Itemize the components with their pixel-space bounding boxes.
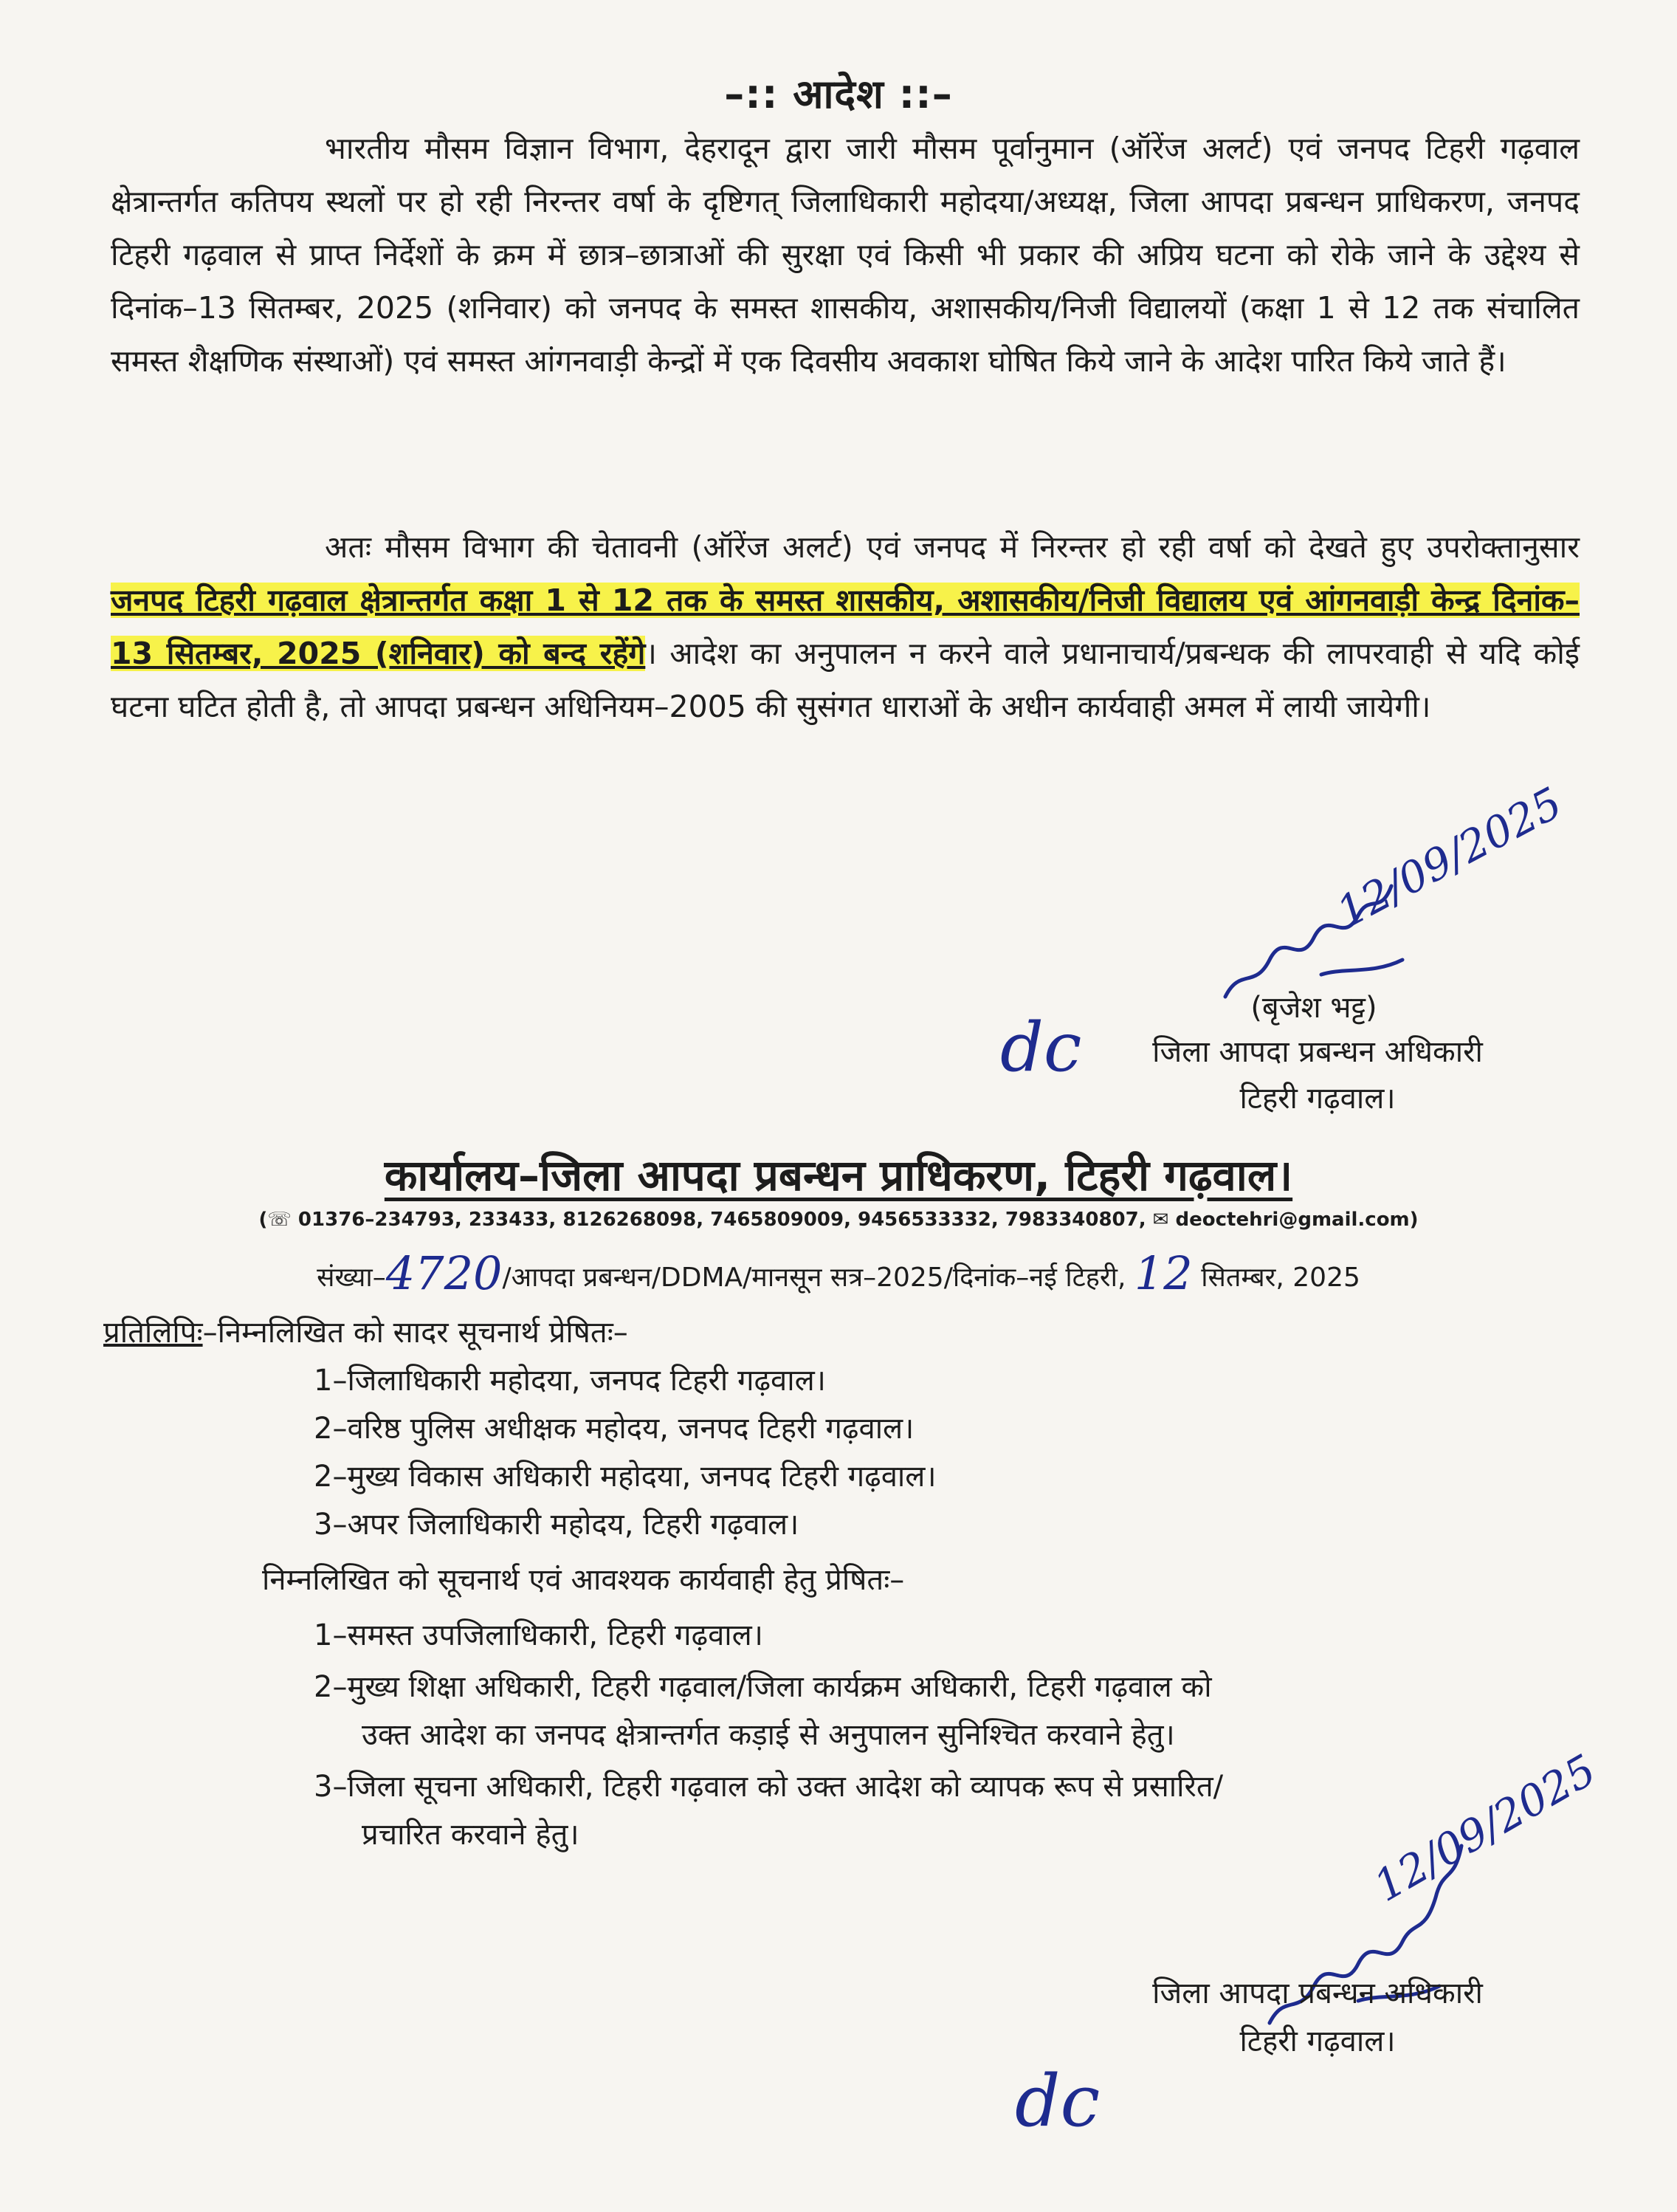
signature-1-location: टिहरी गढ़वाल। [1239, 1082, 1396, 1116]
copy-list-item: 2–वरिष्ठ पुलिस अधीक्षक महोदय, जनपद टिहरी गढ़वाल। [314, 1412, 915, 1446]
order-paragraph-1: भारतीय मौसम विज्ञान विभाग, देहरादून द्वारा जारी मौसम पूर्वानुमान (ऑरेंज अलर्ट) एवं जनपद टिहरी गढ़वाल क्षेत्रान्तर्गत कतिपय स्थलों पर हो रही निरन्तर वर्षा के दृष्टिगत् जिलाधिकारी महोदया/अध्यक्ष, जिला आपदा प्रबन्धन प्राधिकरण, जनपद टिहरी गढ़वाल से प्राप्त निर्देशों के क्रम में छात्र–छात्राओं की सुरक्षा एवं किसी भी प्रकार की अप्रिय घटना को रोके जाने के उद्देश्य से दिनांक–13 सितम्बर, 2025 (शनिवार) को जनपद के समस्त शासकीय, अशासकीय/निजी विद्यालयों (कक्षा 1 से 12 तक संचालित समस्त शैक्षणिक संस्थाओं) एवं समस्त आंगनवाड़ी केन्द्रों में एक दिवसीय अवकाश घोषित किये जाने के आदेश पारित किये जाते हैं। [111, 131, 1580, 379]
copy-intro-2: निम्नलिखित को सूचनार्थ एवं आवश्यक कार्यवाही हेतु प्रेषितः– [262, 1563, 905, 1597]
ref-suffix: सितम्बर, 2025 [1201, 1263, 1360, 1293]
signature-1-name: (बृजेश भट्ट) [1250, 991, 1377, 1025]
para2-start: अतः मौसम विभाग की चेतावनी (ऑरेंज अलर्ट) एवं जनपद में निरन्तर हो रही वर्षा को देखते हुए उपरोक्तानुसार [325, 529, 1580, 565]
ref-middle: /आपदा प्रबन्धन/DDMA/मानसून सत्र–2025/दिनांक–नई टिहरी, [502, 1263, 1126, 1293]
copy-list-item: 2–मुख्य शिक्षा अधिकारी, टिहरी गढ़वाल/जिला कार्यक्रम अधिकारी, टिहरी गढ़वाल को [314, 1670, 1212, 1704]
copy-list-item-cont: उक्त आदेश का जनपद क्षेत्रान्तर्गत कड़ाई से अनुपालन सुनिश्चित करवाने हेतु। [362, 1718, 1175, 1752]
para2-end: । आदेश का अनुपालन न करने वाले प्रधानाचार्य/प्रबन्धक की लापरवाही से यदि कोई घटना घटित होती है, तो आपदा प्रबन्धन अधिनियम–2005 की सुसंगत धाराओं के अधीन कार्यवाही अमल में लायी जायेगी। [111, 636, 1580, 724]
copy-intro [103, 1311, 628, 1355]
copy-list-item-cont: प्रचारित करवाने हेतु। [362, 1818, 579, 1852]
copy-list-item: 1–जिलाधिकारी महोदया, जनपद टिहरी गढ़वाल। [314, 1364, 826, 1398]
signature-1-initials: dc [1000, 1008, 1082, 1087]
signature-1-date: 12/09/2025 [1329, 777, 1571, 938]
order-paragraph-2 [111, 521, 1580, 733]
office-contact: (☏ 01376–234793, 233433, 8126268098, 7465809009, 9456533332, 7983340807, ✉ deoctehri@gmail.com) [258, 1209, 1419, 1231]
order-title: –:: आदेश ::– [724, 71, 953, 117]
copy-list-item: 3–अपर जिलाधिकारी महोदय, टिहरी गढ़वाल। [314, 1508, 799, 1542]
signature-1-designation: जिला आपदा प्रबन्धन अधिकारी [1152, 1035, 1483, 1069]
signature-2-location: टिहरी गढ़वाल। [1239, 2024, 1396, 2058]
signature-2-initials: dc [1015, 2060, 1101, 2143]
ref-number: 4720 [385, 1246, 503, 1300]
signature-2-designation: जिला आपदा प्रबन्धन अधिकारी [1152, 1976, 1483, 2010]
copy-intro-text: –निम्नलिखित को सादर सूचनार्थ प्रेषितः– [202, 1316, 628, 1350]
reference-line [0, 1246, 1677, 1300]
copy-list-item: 3–जिला सूचना अधिकारी, टिहरी गढ़वाल को उक्त आदेश को व्यापक रूप से प्रसारित/ [314, 1770, 1224, 1804]
ref-day: 12 [1134, 1246, 1193, 1300]
ref-prefix: संख्या– [317, 1263, 386, 1293]
copy-label: प्रतिलिपिः [103, 1316, 203, 1350]
copy-list-item: 2–मुख्य विकास अधिकारी महोदया, जनपद टिहरी गढ़वाल। [314, 1460, 937, 1494]
signature-2-date: 12/09/2025 [1366, 1744, 1605, 1912]
copy-list-item: 1–समस्त उपजिलाधिकारी, टिहरी गढ़वाल। [314, 1618, 763, 1652]
para2-highlight: जनपद टिहरी गढ़वाल क्षेत्रान्तर्गत कक्षा 1 से 12 तक के समस्त शासकीय, अशासकीय/निजी विद्यालय एवं आंगनवाड़ी केन्द्र दिनांक–13 सितम्बर, 2025 (शनिवार) को बन्द रहेंगे [111, 583, 1580, 671]
office-heading: कार्यालय–जिला आपदा प्रबन्धन प्राधिकरण, टिहरी गढ़वाल। [384, 1150, 1293, 1201]
